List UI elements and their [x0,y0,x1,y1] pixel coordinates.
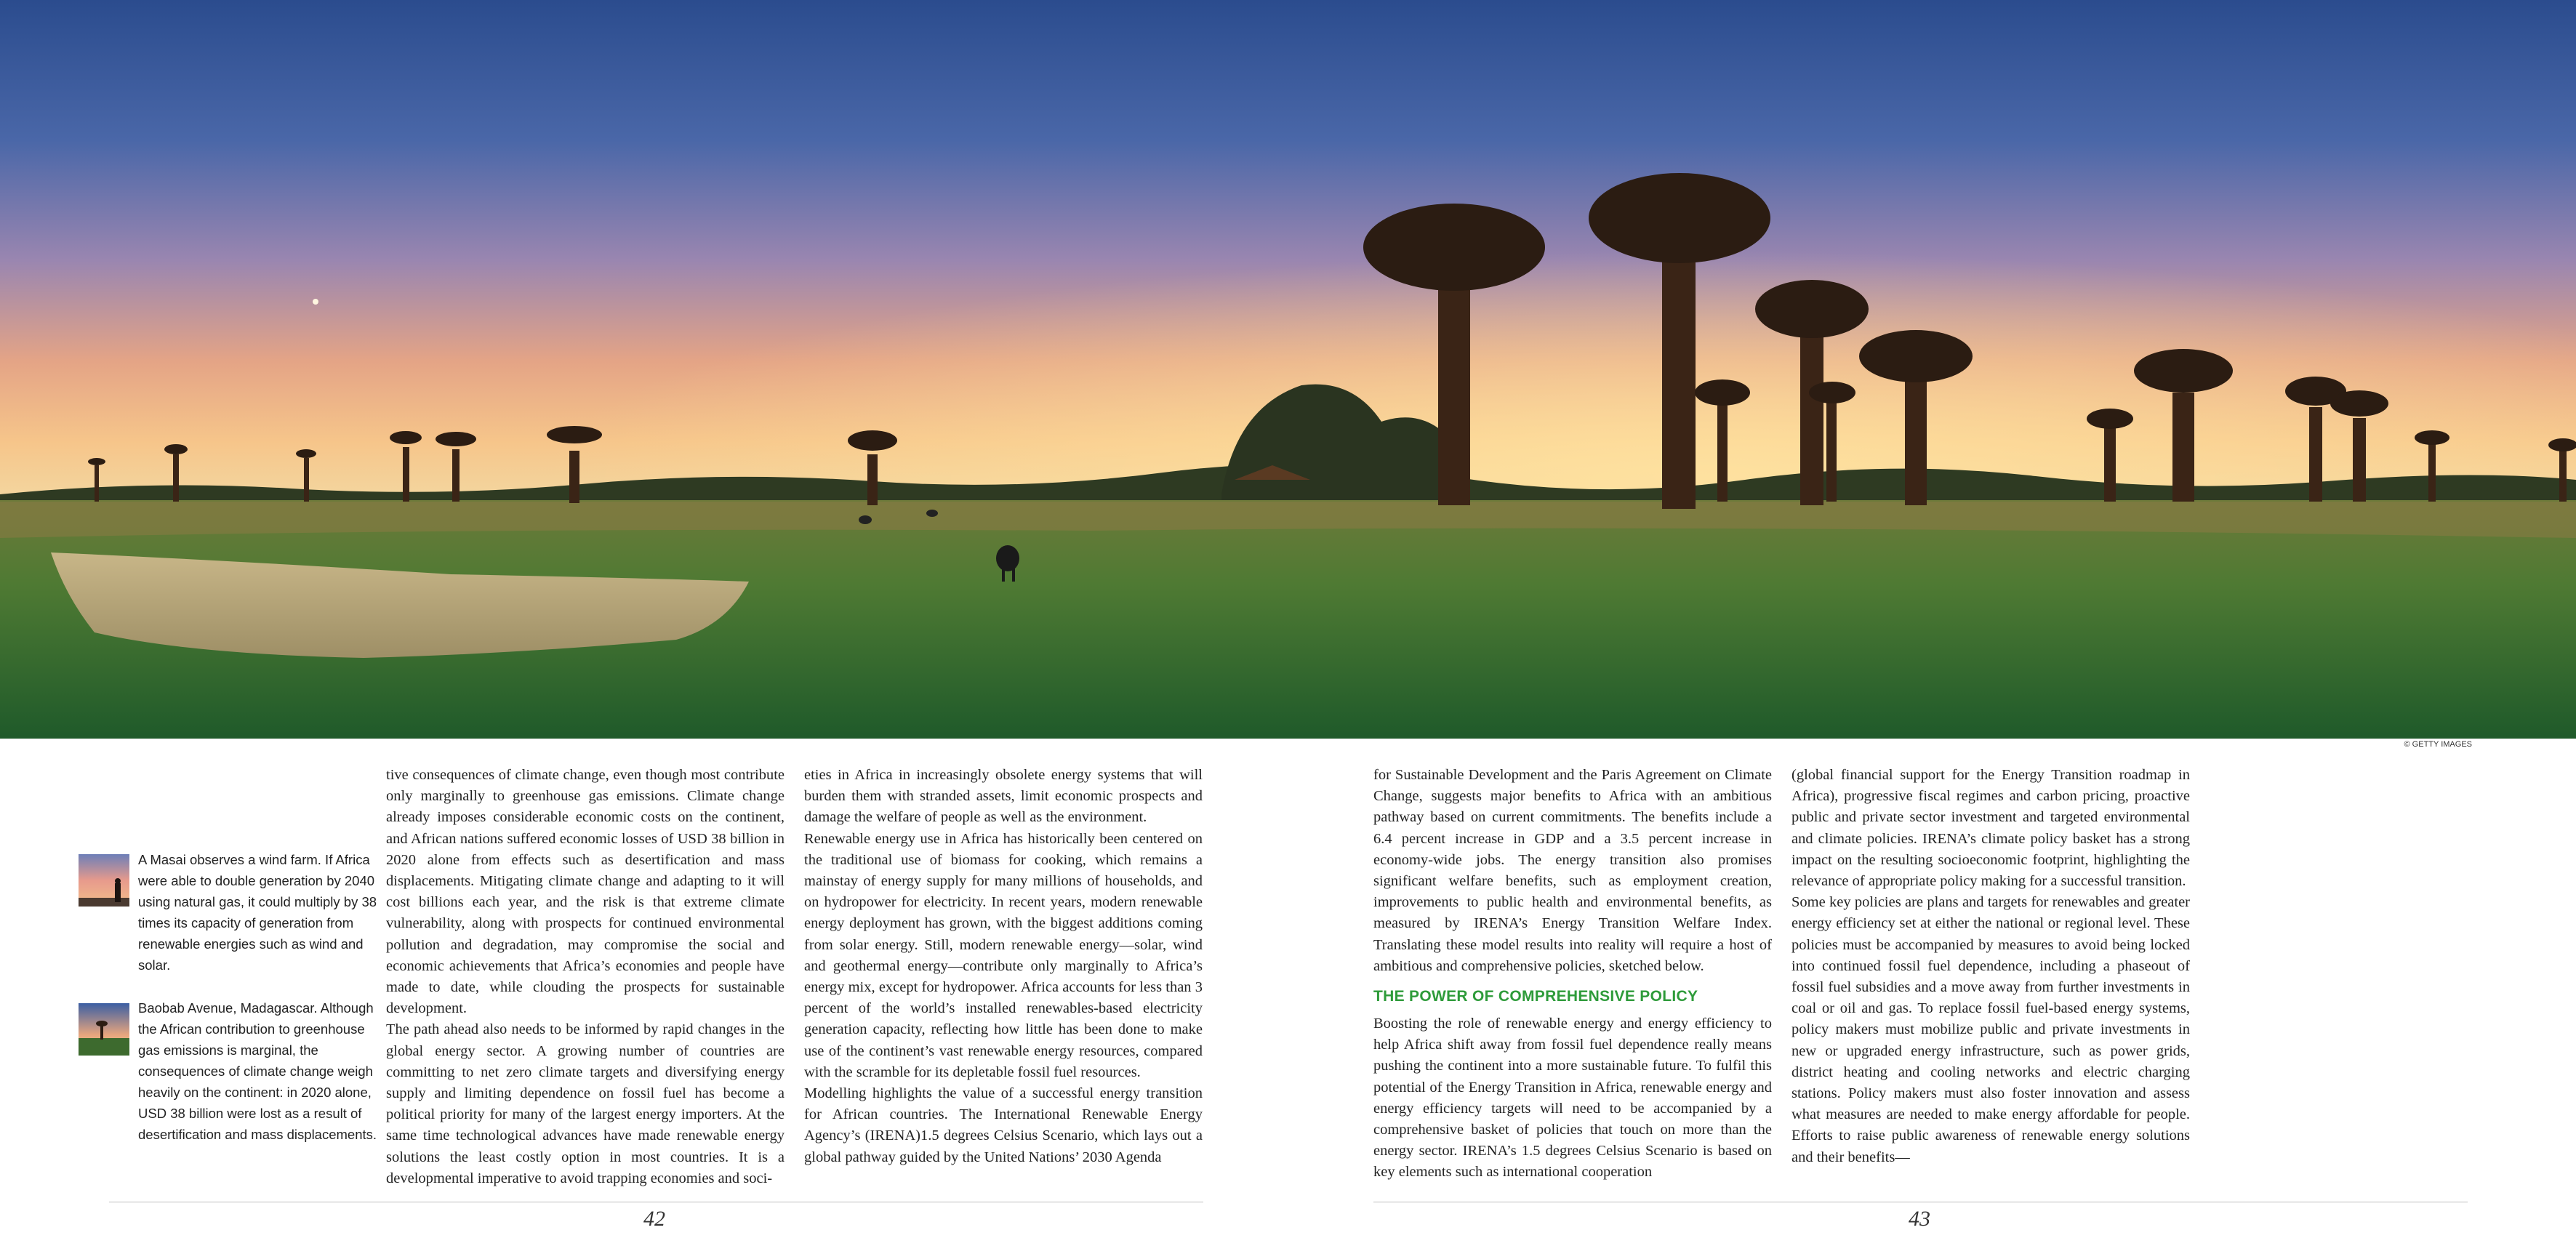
section-heading: THE POWER OF COMPREHENSIVE POLICY [1373,988,1698,1005]
caption-baobab: Baobab Avenue, Madagascar. Although the African contribution to greenhouse gas emissions is marginal, the consequences of climate change weigh heavily on the continent: in 2020 alone, USD 38 billion were lost as a result of desertification and mass displacements. [138,1000,377,1142]
left-page-column-1 [386,765,785,1189]
right-page-column-1 [1373,765,1772,1183]
paragraph: Renewable energy use in Africa has historically been centered on the traditional use of biomass for cooking, which remains a mainstay of energy supply for many millions of households, and on hydropower for electricity. In recent years, modern renewable energy deployment has grown, with the biggest additions coming from solar energy. Still, modern renewable energy—solar, wind and geothermal energy—contribute only marginally to Africa’s energy mix, except for hydropower. Africa accounts for less than 3 percent of the world’s installed renewables-based electricity generation capacity, reflecting how little has been done to make use of the continent’s vast renewable energy resources, compared with the scramble for its depletable fossil fuel resources. [804,830,1203,1080]
paragraph: (global financial support for the Energy Transition roadmap in Africa), progressive fiscal regimes and carbon pricing, proactive public and private sector investment and targeted environmental and climate policies. IRENA’s climate policy basket has a strong impact on the resulting socioeconomic footprint, highlighting the relevance of appropriate policy making for a successful transition. [1791,767,2190,890]
photo-credit: © GETTY IMAGES [2404,740,2472,749]
paragraph: Boosting the role of renewable energy and energy efficiency to help Africa shift away from fossil fuel dependence really means pushing the continent into a more sustainable future. To fulfil this potential of the Energy Transition in Africa, renewable energy and energy efficiency targets will need to be accompanied by a comprehensive basket of policies that touch on more than the energy sector. IRENA’s 1.5 degrees Celsius Scenario is based on key elements such as international cooperation [1373,1016,1772,1181]
paragraph: Some key policies are plans and targets for renewables and greater energy efficiency set at either the national or regional level. These policies must be accompanied by measures to avoid being locked into continued fossil fuel dependence, including a phaseout of fossil fuel subsidies and a move away from further investments in coal or oil and gas. To replace fossil fuel-based energy systems, policy makers must mobilize public and private investments in new or upgraded energy infrastructure, such as power grids, district heating and cooling networks and electric charging stations. Policy makers must also foster innovation and assess what measures are needed to make energy affordable for people. Efforts to raise public awareness of renewable energy solutions and their benefits— [1791,894,2190,1165]
thumbnail-baobab-avenue [79,1003,129,1056]
right-page-column-2 [1791,765,2190,1168]
page-number-left: 42 [643,1207,665,1231]
page-number-right: 43 [1909,1207,1930,1231]
paragraph: for Sustainable Development and the Paris Agreement on Climate Change, suggests major benefits to Africa with an ambitious pathway based on current commitments. The benefits include a 6.4 percent increase in GDP and a 3.5 percent increase in economy-wide jobs. The energy transition also promises significant welfare benefits, such as employment creation, improvements to public health and environmental benefits, as measured by IRENA’s Energy Transition Welfare Index. Translating these model results into reality will require a host of ambitious and comprehensive policies, sketched below. [1373,767,1772,974]
caption-masai: A Masai observes a wind farm. If Africa were able to double generation by 2040 using natural gas, it could multiply by 38 times its capacity of generation from renewable energies such as wind and solar. [138,852,377,973]
paragraph: The path ahead also needs to be informed by rapid changes in the global energy sector. A growing number of countries are committing to net zero climate targets and diversifying energy supply and limiting dependence on fossil fuel has become a political priority for many of the largest energy importers. At the same time technological advances have made renewable energy solutions the least costly option in most countries. It is a developmental imperative to avoid trapping economies and soci- [386,1021,785,1186]
left-page-column-2 [804,765,1203,1168]
paragraph: Modelling highlights the value of a successful energy transition for African countries. The International Renewable Energy Agency’s (IRENA)1.5 degrees Celsius Scenario, which lays out a global pathway guided by the United Nations’ 2030 Agenda [804,1085,1203,1165]
thumbnail-masai-wind-farm [79,854,129,907]
paragraph: eties in Africa in increasingly obsolete energy systems that will burden them with stranded assets, limit economic prospects and damage the welfare of people as well as the environment. [804,767,1203,826]
paragraph: tive consequences of climate change, even though most contribute only marginally to greenhouse gas emissions. Climate change already imposes considerable economic costs on the continent, and African nations suffered economic losses of USD 38 billion in 2020 alone from effects such as desertification and mass displacements. Mitigating climate change and adapting to it will cost billions each year, and the risk is that extreme climate vulnerability, along with prospects for continued environmental pollution and degradation, may compromise the social and economic achievements that Africa’s economies and people have made to date, while clouding the prospects for sustainable development. [386,767,785,1017]
